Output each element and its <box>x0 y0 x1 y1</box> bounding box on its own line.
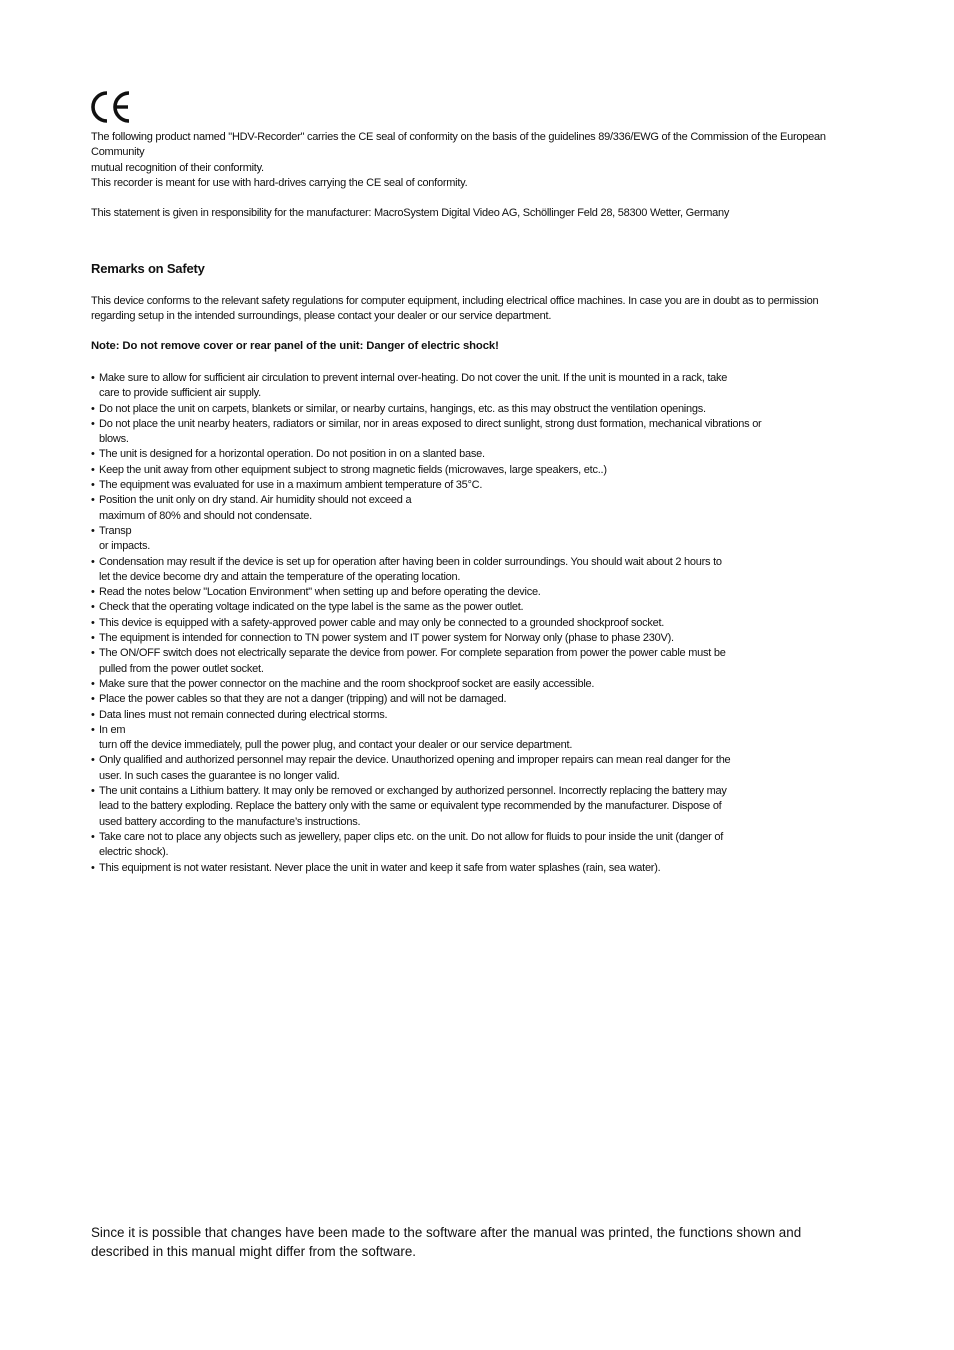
bullet-icon: • <box>91 693 95 706</box>
bullet-icon: • <box>91 463 95 476</box>
bullet-icon: • <box>91 402 95 415</box>
safety-list-item <box>91 723 851 754</box>
safety-list-item <box>91 677 851 692</box>
bullet-icon: • <box>91 448 95 461</box>
safety-list-item-line: Data lines must not remain connected during electrical storms. <box>99 708 388 721</box>
safety-list-item-line: Read the notes below "Location Environment" when setting up and before operating the device. <box>99 586 541 599</box>
safety-list-item-line: The unit contains a Lithium battery. It may only be removed or exchanged by authorized personnel. Incorrectly replacing the battery may <box>99 785 727 798</box>
safety-list-item <box>91 447 851 462</box>
safety-list-item-line: Place the power cables so that they are not a danger (tripping) and will not be damaged. <box>99 693 507 706</box>
safety-list-item <box>91 830 851 861</box>
bullet-icon: • <box>91 785 95 798</box>
safety-list-item <box>91 585 851 600</box>
software-disclaimer: Since it is possible that changes have been made to the software after the manual was printed, the functions shown and described in this manual might differ from the software. <box>91 1225 802 1259</box>
safety-list-item <box>91 692 851 707</box>
safety-list-item-line: Do not place the unit nearby heaters, radiators or similar, nor in areas exposed to direct sunlight, strong dust formation, mechanical vibrations or <box>99 417 762 430</box>
bullet-icon: • <box>91 586 95 599</box>
safety-list-item-line: Keep the unit away from other equipment subject to strong magnetic fields (microwaves, large speakers, etc..) <box>99 463 607 476</box>
safety-list-item-line: Make sure to allow for sufficient air circulation to prevent internal over-heating. Do not cover the unit. If the unit is mounted in a rack, take <box>99 372 728 384</box>
safety-list-item-line: let the device become dry and attain the temperature of the operating location. <box>99 570 461 583</box>
bullet-icon: • <box>91 616 95 629</box>
safety-list-item-line: Make sure that the power connector on the machine and the room shockproof socket are easily accessible. <box>99 677 595 690</box>
safety-list-item-line: pulled from the power outlet socket. <box>99 662 264 675</box>
safety-list-item-line: Position the unit only on dry stand. Air humidity should not exceed a <box>99 494 412 507</box>
safety-list-item <box>91 753 851 784</box>
safety-list-item <box>91 616 851 631</box>
safety-list-item-line: Condensation may result if the device is set up for operation after having been in colder surroundings. You should wait about 2 hours to <box>99 555 722 568</box>
bullet-icon: • <box>91 372 95 384</box>
safety-list-item <box>91 784 851 830</box>
bullet-icon: • <box>91 524 95 537</box>
safety-intro: This device conforms to the relevant safety regulations for computer equipment, including electrical office machines. In case you are in doubt as to permission regarding setup in the intended surroundings, please contact your dealer or our service department. <box>91 295 819 323</box>
safety-list-item-line: Do not place the unit on carpets, blankets or similar, or nearby curtains, hangings, etc. as this may obstruct the ventilation openings. <box>99 402 706 415</box>
ce-paragraph-2: This recorder is meant for use with hard-drives carrying the CE seal of conformity. <box>91 176 468 189</box>
bullet-icon: • <box>91 754 95 767</box>
safety-list-item-line: Check that the operating voltage indicated on the type label is the same as the power outlet. <box>99 601 524 614</box>
safety-list-item-line: The equipment is intended for connection to TN power system and IT power system for Norway only (phase to phase 230V). <box>99 632 674 645</box>
section-heading: Remarks on Safety <box>91 261 205 276</box>
ce-statement <box>91 130 851 221</box>
bullet-icon: • <box>91 677 95 690</box>
bullet-icon: • <box>91 601 95 614</box>
safety-list-item <box>91 493 851 524</box>
bullet-icon: • <box>91 647 95 660</box>
safety-list-item-line: care to provide sufficient air supply. <box>99 387 261 400</box>
safety-list-item <box>91 402 851 417</box>
bullet-icon: • <box>91 830 95 843</box>
safety-list-item-line: turn off the device immediately, pull the power plug, and contact your dealer or our service department. <box>99 739 573 752</box>
ce-paragraph-1: The following product named "HDV-Recorder" carries the CE seal of conformity on the basis of the guidelines 89/336/EWG of the Commission of the European Community <box>91 131 826 159</box>
bullet-icon: • <box>91 417 95 430</box>
bullet-icon: • <box>91 479 95 492</box>
safety-list-item-line: Transp <box>99 524 132 537</box>
safety-list-item <box>91 708 851 723</box>
safety-list-item-line: The unit is designed for a horizontal operation. Do not position in on a slanted base. <box>99 448 485 461</box>
safety-list-item <box>91 463 851 478</box>
safety-list-item-line: or impacts. <box>99 540 151 553</box>
safety-list-item-line: electric shock). <box>99 846 169 859</box>
bullet-icon: • <box>91 632 95 645</box>
safety-list-item-line: lead to the battery exploding. Replace the battery only with the same or equivalent type recommended by the manufacturer. Dispose of <box>99 800 722 813</box>
safety-list-item <box>91 555 851 586</box>
ce-conformity-mark-icon <box>89 90 135 124</box>
safety-list-item <box>91 524 851 555</box>
safety-list-item <box>91 631 851 646</box>
safety-list-item-line: This device is equipped with a safety-approved power cable and may only be connected to a grounded shockproof socket. <box>99 616 665 629</box>
safety-list-item <box>91 861 851 876</box>
bullet-icon: • <box>91 861 95 874</box>
safety-list-item-line: The equipment was evaluated for use in a maximum ambient temperature of 35°C. <box>99 479 483 492</box>
bullet-icon: • <box>91 555 95 568</box>
safety-list-item <box>91 371 851 402</box>
safety-list-item-line: used battery according to the manufacture’s instructions. <box>99 815 361 828</box>
bullet-icon: • <box>91 494 95 507</box>
safety-list-item <box>91 600 851 615</box>
bullet-icon: • <box>91 723 95 736</box>
safety-list-item-line: Take care not to place any objects such as jewellery, paper clips etc. on the unit. Do not allow for fluids to pour inside the unit (danger of <box>99 830 724 843</box>
safety-list <box>91 371 851 876</box>
safety-list-item <box>91 478 851 493</box>
bullet-icon: • <box>91 708 95 721</box>
safety-list-item-line: maximum of 80% and should not condensate. <box>99 509 312 522</box>
safety-list-item-line: blows. <box>99 433 129 446</box>
safety-list-item-line: user. In such cases the guarantee is no longer valid. <box>99 769 340 782</box>
safety-list-item <box>91 646 851 677</box>
safety-list-item-line: Only qualified and authorized personnel may repair the device. Unauthorized opening and improper repairs can mean real danger for the <box>99 754 731 767</box>
ce-paragraph-1b: mutual recognition of their conformity. <box>91 161 264 174</box>
safety-list-item-line: In em <box>99 723 126 736</box>
safety-list-item <box>91 417 851 448</box>
safety-list-item-line: This equipment is not water resistant. Never place the unit in water and keep it safe from water splashes (rain, sea water). <box>99 861 661 874</box>
safety-list-item-line: The ON/OFF switch does not electrically separate the device from power. For complete separation from power the power cable must be <box>99 647 726 660</box>
ce-paragraph-3: This statement is given in responsibility for the manufacturer: MacroSystem Digital Video AG, Schöllinger Feld 28, 58300 Wetter, Germany <box>91 207 730 220</box>
safety-note: Note: Do not remove cover or rear panel of the unit: Danger of electric shock! <box>91 340 499 352</box>
